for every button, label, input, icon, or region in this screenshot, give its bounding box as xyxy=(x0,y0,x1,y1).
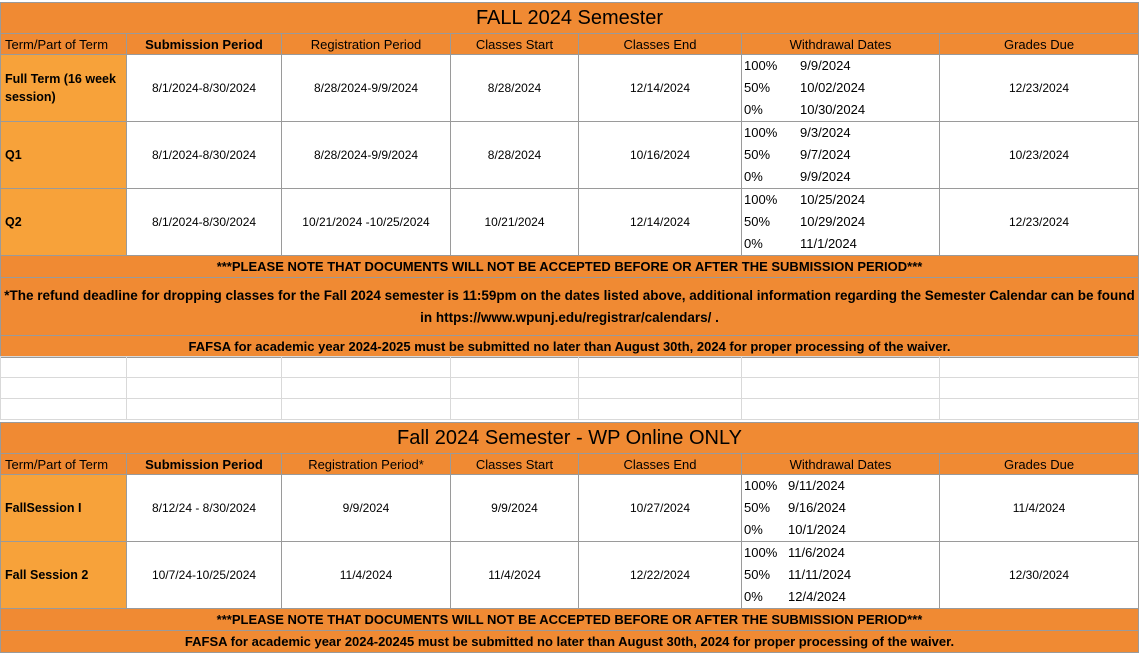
table-row xyxy=(1,55,1139,122)
header-classes-start: Classes Start xyxy=(451,454,579,475)
section1-title: FALL 2024 Semester xyxy=(1,3,1139,34)
header-term: Term/Part of Term xyxy=(1,454,127,475)
classes-end-cell: 10/16/2024 xyxy=(579,122,742,189)
registration-cell: 10/21/2024 -10/25/2024 xyxy=(282,189,451,256)
registration-cell: 9/9/2024 xyxy=(282,475,451,542)
withdrawal-date: 9/9/2024 xyxy=(800,169,851,184)
withdrawal-date: 11/11/2024 xyxy=(788,567,852,582)
withdrawal-pct: 0% xyxy=(744,236,763,251)
refund-deadline-note: *The refund deadline for dropping classes for the Fall 2024 semester is 11:59pm on the dates listed above, additional information regarding the Semester Calendar can be found in https://www.wpunj.edu/registrar/calendars/ . xyxy=(1,278,1139,336)
withdrawal-pct: 50% xyxy=(744,500,771,515)
term-cell: Q2 xyxy=(1,189,127,256)
withdrawal-pct: 100% xyxy=(744,125,778,140)
submission-cell: 8/1/2024-8/30/2024 xyxy=(127,55,282,122)
withdrawal-date: 9/7/2024 xyxy=(800,147,851,162)
header-submission: Submission Period xyxy=(127,454,282,475)
withdrawal-pct: 50% xyxy=(744,567,771,582)
withdrawal-date: 12/4/2024 xyxy=(788,589,846,604)
withdrawal-pct: 100% xyxy=(744,478,778,493)
withdrawal-cell xyxy=(742,475,940,542)
withdrawal-pct: 0% xyxy=(744,169,763,184)
classes-end-cell: 12/14/2024 xyxy=(579,55,742,122)
classes-start-cell: 8/28/2024 xyxy=(451,55,579,122)
fafsa-note: FAFSA for academic year 2024-20245 must be submitted no later than August 30th, 2024 for proper processing of the waiver. xyxy=(1,631,1139,653)
header-classes-start: Classes Start xyxy=(451,34,579,55)
withdrawal-pct: 100% xyxy=(744,58,778,73)
withdrawal-pct: 50% xyxy=(744,80,771,95)
submission-cell: 8/12/24 - 8/30/2024 xyxy=(127,475,282,542)
table-row xyxy=(1,189,1139,256)
withdrawal-cell xyxy=(742,122,940,189)
withdrawal-pct: 100% xyxy=(744,192,778,207)
withdrawal-pct: 50% xyxy=(744,214,771,229)
submission-period-note: ***PLEASE NOTE THAT DOCUMENTS WILL NOT BE ACCEPTED BEFORE OR AFTER THE SUBMISSION PERIOD*** xyxy=(1,256,1139,278)
classes-end-cell: 12/14/2024 xyxy=(579,189,742,256)
registration-cell: 8/28/2024-9/9/2024 xyxy=(282,122,451,189)
withdrawal-pct: 0% xyxy=(744,522,763,537)
withdrawal-pct: 0% xyxy=(744,589,763,604)
grades-due-cell: 12/30/2024 xyxy=(940,542,1139,609)
withdrawal-cell xyxy=(742,55,940,122)
classes-end-cell: 10/27/2024 xyxy=(579,475,742,542)
withdrawal-date: 10/29/2024 xyxy=(800,214,866,229)
grades-due-cell: 10/23/2024 xyxy=(940,122,1139,189)
section1-header-row xyxy=(1,34,1139,55)
withdrawal-date: 10/30/2024 xyxy=(800,102,866,117)
header-registration: Registration Period xyxy=(282,34,451,55)
classes-end-cell: 12/22/2024 xyxy=(579,542,742,609)
withdrawal-date: 11/1/2024 xyxy=(800,236,857,251)
grades-due-cell: 12/23/2024 xyxy=(940,189,1139,256)
withdrawal-date: 9/16/2024 xyxy=(788,500,846,515)
header-withdrawal: Withdrawal Dates xyxy=(742,34,940,55)
term-cell: Full Term (16 week session) xyxy=(1,55,127,122)
withdrawal-date: 9/9/2024 xyxy=(800,58,851,73)
table-row xyxy=(1,542,1139,609)
term-cell: Fall Session 2 xyxy=(1,542,127,609)
withdrawal-date: 9/11/2024 xyxy=(788,478,845,493)
withdrawal-cell xyxy=(742,189,940,256)
classes-start-cell: 11/4/2024 xyxy=(451,542,579,609)
header-classes-end: Classes End xyxy=(579,454,742,475)
registration-cell: 8/28/2024-9/9/2024 xyxy=(282,55,451,122)
grades-due-cell: 12/23/2024 xyxy=(940,55,1139,122)
classes-start-cell: 9/9/2024 xyxy=(451,475,579,542)
table-row xyxy=(1,475,1139,542)
term-cell: FallSession I xyxy=(1,475,127,542)
submission-period-note: ***PLEASE NOTE THAT DOCUMENTS WILL NOT BE ACCEPTED BEFORE OR AFTER THE SUBMISSION PERIOD*** xyxy=(1,609,1139,631)
withdrawal-cell xyxy=(742,542,940,609)
withdrawal-date: 9/3/2024 xyxy=(800,125,851,140)
withdrawal-date: 10/25/2024 xyxy=(800,192,866,207)
submission-cell: 10/7/24-10/25/2024 xyxy=(127,542,282,609)
header-submission: Submission Period xyxy=(127,34,282,55)
grades-due-cell: 11/4/2024 xyxy=(940,475,1139,542)
header-registration: Registration Period* xyxy=(282,454,451,475)
header-classes-end: Classes End xyxy=(579,34,742,55)
withdrawal-date: 11/6/2024 xyxy=(788,545,845,560)
header-grades-due: Grades Due xyxy=(940,34,1139,55)
term-cell: Q1 xyxy=(1,122,127,189)
fall-2024-table xyxy=(0,2,1139,358)
header-term: Term/Part of Term xyxy=(1,34,127,55)
withdrawal-pct: 100% xyxy=(744,545,778,560)
registration-cell: 11/4/2024 xyxy=(282,542,451,609)
blank-rows xyxy=(0,356,1139,420)
withdrawal-pct: 0% xyxy=(744,102,763,117)
wp-online-table xyxy=(0,422,1139,653)
header-grades-due: Grades Due xyxy=(940,454,1139,475)
withdrawal-date: 10/1/2024 xyxy=(788,522,846,537)
section2-title: Fall 2024 Semester - WP Online ONLY xyxy=(1,423,1139,454)
classes-start-cell: 8/28/2024 xyxy=(451,122,579,189)
withdrawal-pct: 50% xyxy=(744,147,771,162)
withdrawal-date: 10/02/2024 xyxy=(800,80,866,95)
submission-cell: 8/1/2024-8/30/2024 xyxy=(127,122,282,189)
fafsa-note: FAFSA for academic year 2024-2025 must be submitted no later than August 30th, 2024 for proper processing of the waiver. xyxy=(1,336,1139,358)
section2-header-row xyxy=(1,454,1139,475)
submission-cell: 8/1/2024-8/30/2024 xyxy=(127,189,282,256)
header-withdrawal: Withdrawal Dates xyxy=(742,454,940,475)
classes-start-cell: 10/21/2024 xyxy=(451,189,579,256)
table-row xyxy=(1,122,1139,189)
